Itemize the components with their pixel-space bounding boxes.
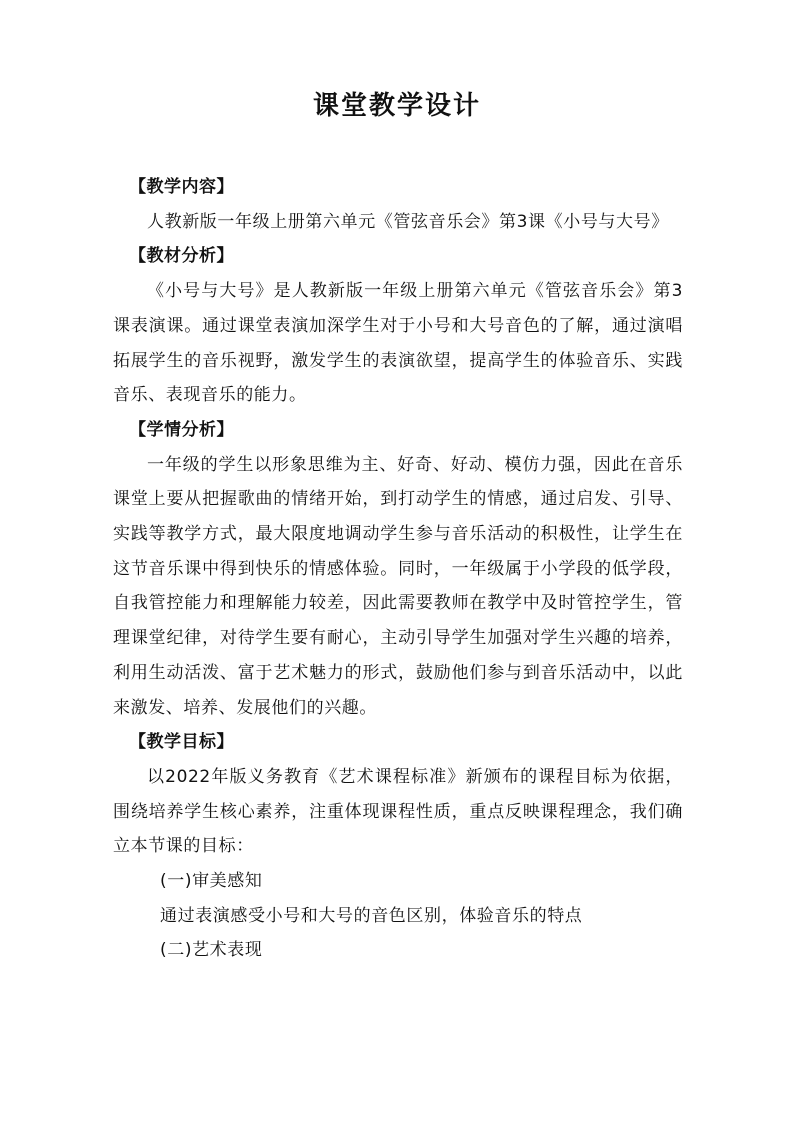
paragraph-material-analysis: 《小号与大号》是人教新版一年级上册第六单元《管弦音乐会》第3课表演课。通过课堂表演加深学生对于小号和大号音色的了解，通过演唱拓展学生的音乐视野，激发学生的表演欲望，提高学生的体验音乐、实践音乐、表现音乐的能力。: [113, 281, 683, 406]
goal-item-aesthetic-perception: (一)审美感知: [160, 871, 263, 892]
goal-item-aesthetic-perception-detail: 通过表演感受小号和大号的音色区别，体验音乐的特点: [160, 905, 583, 926]
section-heading-student-analysis: 【学情分析】: [129, 419, 234, 440]
paragraph-teaching-content: 人教新版一年级上册第六单元《管弦音乐会》第3课《小号与大号》: [147, 211, 669, 232]
section-heading-teaching-goals: 【教学目标】: [129, 732, 234, 753]
section-heading-teaching-content: 【教学内容】: [129, 177, 234, 197]
paragraph-teaching-goals: 以2022年版义务教育《艺术课程标准》新颁布的课程目标为依据，围绕培养学生核心素养，注重体现课程性质，重点反映课程理念，我们确立本节课的目标：: [113, 766, 683, 857]
section-heading-material-analysis: 【教材分析】: [129, 246, 234, 267]
document-body: [113, 170, 683, 968]
paragraph-student-analysis: 一年级的学生以形象思维为主、好奇、好动、模仿力强，因此在音乐课堂上要从把握歌曲的情绪开始，到打动学生的情感，通过启发、引导、实践等教学方式，最大限度地调动学生参与音乐活动的积极性，让学生在这节音乐课中得到快乐的情感体验。同时，一年级属于小学段的低学段，自我管控能力和理解能力较差，因此需要教师在教学中及时管控学生，管理课堂纪律，对待学生要有耐心，主动引导学生加强对学生兴趣的培养，利用生动活泼、富于艺术魅力的形式，鼓励他们参与到音乐活动中，以此来激发、培养、发展他们的兴趣。: [113, 454, 683, 718]
page-title: 课堂教学设计: [312, 91, 481, 121]
goal-item-artistic-expression: (二)艺术表现: [160, 940, 263, 961]
